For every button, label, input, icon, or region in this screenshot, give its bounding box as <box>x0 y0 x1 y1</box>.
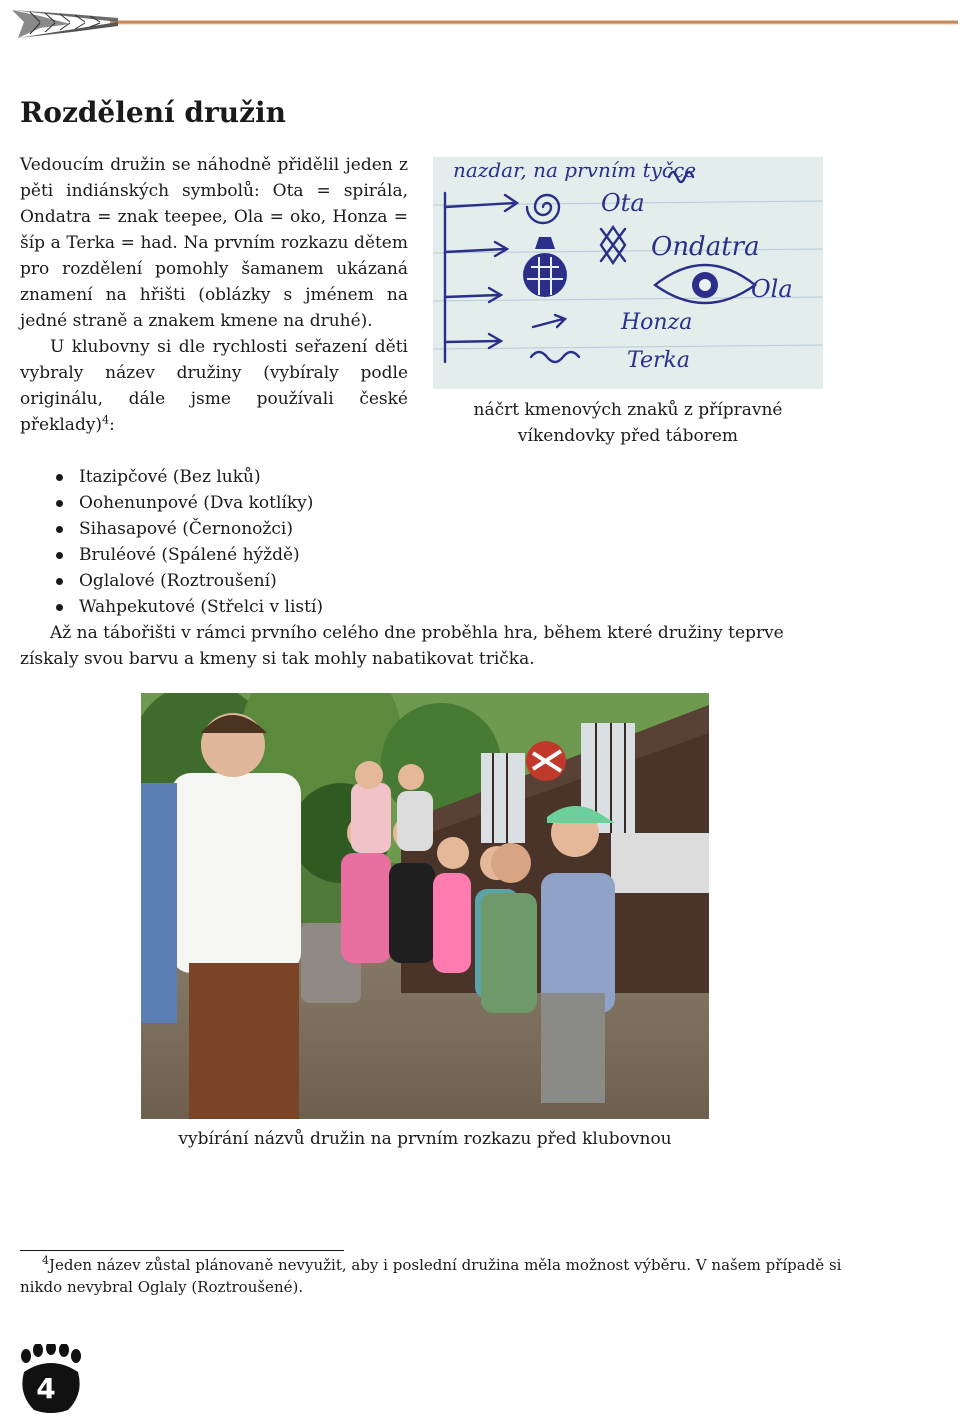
second-paragraph <box>20 334 408 438</box>
intro-paragraph: Vedoucím družin se náhodně přidělil jeden z pěti indiánských symbolů: Ota = spirála, Ondatra = znak teepee, Ola = oko, Honza = šíp a Terka = had. Na prvním rozkazu dětem pro rozdělení pomohly šamanem ukázaná znamení na hřišti (oblázky s jménem na jedné straně a znakem kmene na druhé). <box>20 155 408 331</box>
page-number: 4 <box>36 1372 56 1405</box>
group-photo <box>141 693 709 1119</box>
footnote <box>20 1254 850 1298</box>
list-item: Itazipčové (Bez luků) <box>52 464 323 490</box>
list-item: Oglalové (Roztroušení) <box>52 568 323 594</box>
footnote-rule <box>20 1250 344 1251</box>
photo-caption: vybírání názvů družin na prvním rozkazu před klubovnou <box>178 1129 672 1149</box>
footnote-text: Jeden název zůstal plánovaně nevyužit, aby i poslední družina měla možnost výběru. V našem případě si nikdo nevybral Oglaly (Roztroušené). <box>20 1256 842 1296</box>
list-item: Oohenunpové (Dva kotlíky) <box>52 490 323 516</box>
list-item: Bruléové (Spálené hýždě) <box>52 542 323 568</box>
footnote-number: 4 <box>42 1254 49 1267</box>
bullet-icon <box>56 474 63 481</box>
sketch-caption: náčrt kmenových znaků z přípravné víkendovky před táborem <box>473 400 783 446</box>
sketch-name-honza: Honza <box>621 310 693 335</box>
tribe-list <box>52 464 323 620</box>
bullet-icon <box>56 526 63 533</box>
list-item: Wahpekutové (Střelci v listí) <box>52 594 323 620</box>
bullet-icon <box>56 500 63 507</box>
sketch-image <box>433 157 823 389</box>
bullet-icon <box>56 552 63 559</box>
intro-column <box>20 152 408 438</box>
list-item: Sihasapové (Černonožci) <box>52 516 323 542</box>
bullet-icon <box>56 578 63 585</box>
sketch-header: nazdar, na prvním tyčce <box>453 158 697 182</box>
arrow-rule-icon <box>0 0 960 48</box>
bullet-icon <box>56 604 63 611</box>
page-title: Rozdělení družin <box>20 96 287 129</box>
sketch-name-ota: Ota <box>601 189 645 217</box>
sketch-name-ondatra: Ondatra <box>651 232 760 262</box>
second-paragraph-text: U klubovny si dle rychlosti seřazení děti vybraly název družiny (vybíraly podle originálu, dále jsme používali české překlady) <box>20 337 408 435</box>
after-list-paragraph: Až na tábořišti v rámci prvního celého dne proběhla hra, během které družiny teprve získaly svou barvu a kmeny si tak mohly nabatikovat trička. <box>20 623 784 669</box>
footnote-mark[interactable]: 4 <box>102 413 110 427</box>
sketch-name-terka: Terka <box>627 348 690 373</box>
sketch-name-ola: Ola <box>751 275 793 303</box>
second-paragraph-end: : <box>109 415 115 435</box>
